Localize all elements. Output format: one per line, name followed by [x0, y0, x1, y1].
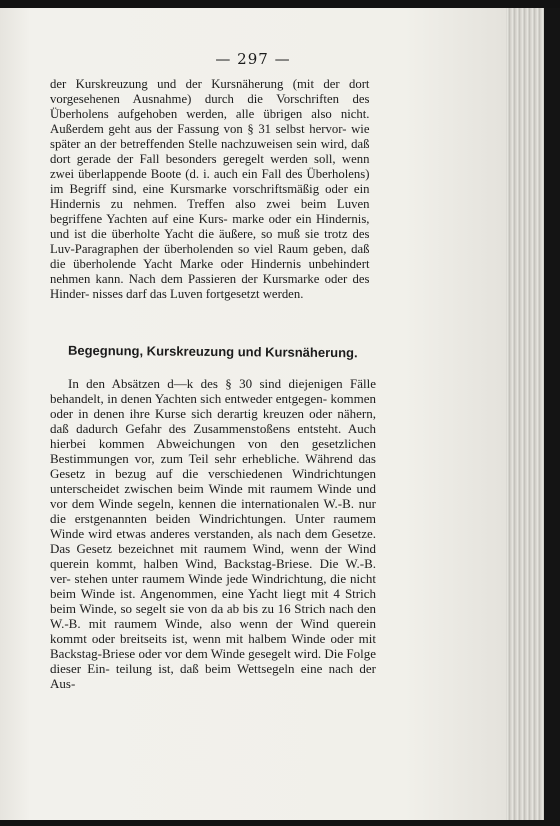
paragraph-2-text: In den Absätzen d—k des § 30 sind diejenigen Fälle behandelt, in denen Yachten sich entweder entgegen- kommen oder in denen ihre Kurse sich derartig kreuzen oder nähern, daß dadurch Gefahr des Zusammenstoßens entsteht. Auch hierbei kommen Abweichungen von den gesetzlichen Bestimmungen vor, zum Teil sehr erhebliche. Während das Gesetz in bezug auf die verschiedenen Windrichtungen unterscheidet zwischen beim Winde mit raumem Winde und vor dem Winde segeln, kennen die internationalen W.-B. nur die erstgenannten beiden Windrichtungen. Unter raumem Winde wird etwas anderes verstanden, als nach dem Gesetze. Das Gesetz bezeichnet mit raumem Wind, wenn der Wind querein kommt, halben Wind, Backstag-Briese. Die W.-B. ver- stehen unter raumem Winde jede Windrichtung, die nicht beim Winde ist. Angenommen, eine Yacht liegt mit 4 Strich beim Winde, so segelt sie von da ab bis zu 16 Strich nach den W.-B. mit raumem Winde, also wenn der Wind querein kommt oder breitseits ist, wenn mit halbem Winde oder mit Backstag-Briese oder vor dem Winde gesegelt wird. Die Folge dieser Ein- teilung ist, daß beim Wettsegeln eine nach der Aus- [50, 376, 376, 691]
page-number: — 297 — [215, 50, 291, 68]
book-page-edges [506, 8, 560, 820]
section-heading: Begegnung, Kurskreuzung und Kursnäherung. [67, 342, 358, 361]
paragraph-overtaking [50, 76, 369, 301]
paragraph-encounter [50, 376, 376, 691]
paragraph-1-text: der Kurskreuzung und der Kursnäherung (mit der dort vorgesehenen Ausnahme) durch die Vorschriften des Überholens aufgehoben werden, alle übrigen also nicht. Außerdem geht aus der Fassung von § 31 selbst hervor- wie später an der betreffenden Stelle nachzuweisen sein wird, daß dort gerade der Fall besonders geregelt werden soll, wenn zwei überlappende Boote (d. i. auch ein Fall des Überholens) im Begriff sind, eine Kursmarke vorschriftsmäßig oder ein Hindernis zu nehmen. Treffen also zwei beim Luven begriffene Yachten auf eine Kurs- marke oder ein Hindernis, und ist die überholte Yacht die äußere, so muß sie trotz des Luv-Paragraphen der überholenden so viel Raum geben, daß die überholende Yacht Marke oder Hindernis unbehindert nehmen kann. Nach dem Passieren der Kursmarke oder des Hinder- nisses darf das Luven fortgesetzt werden. [50, 76, 370, 301]
